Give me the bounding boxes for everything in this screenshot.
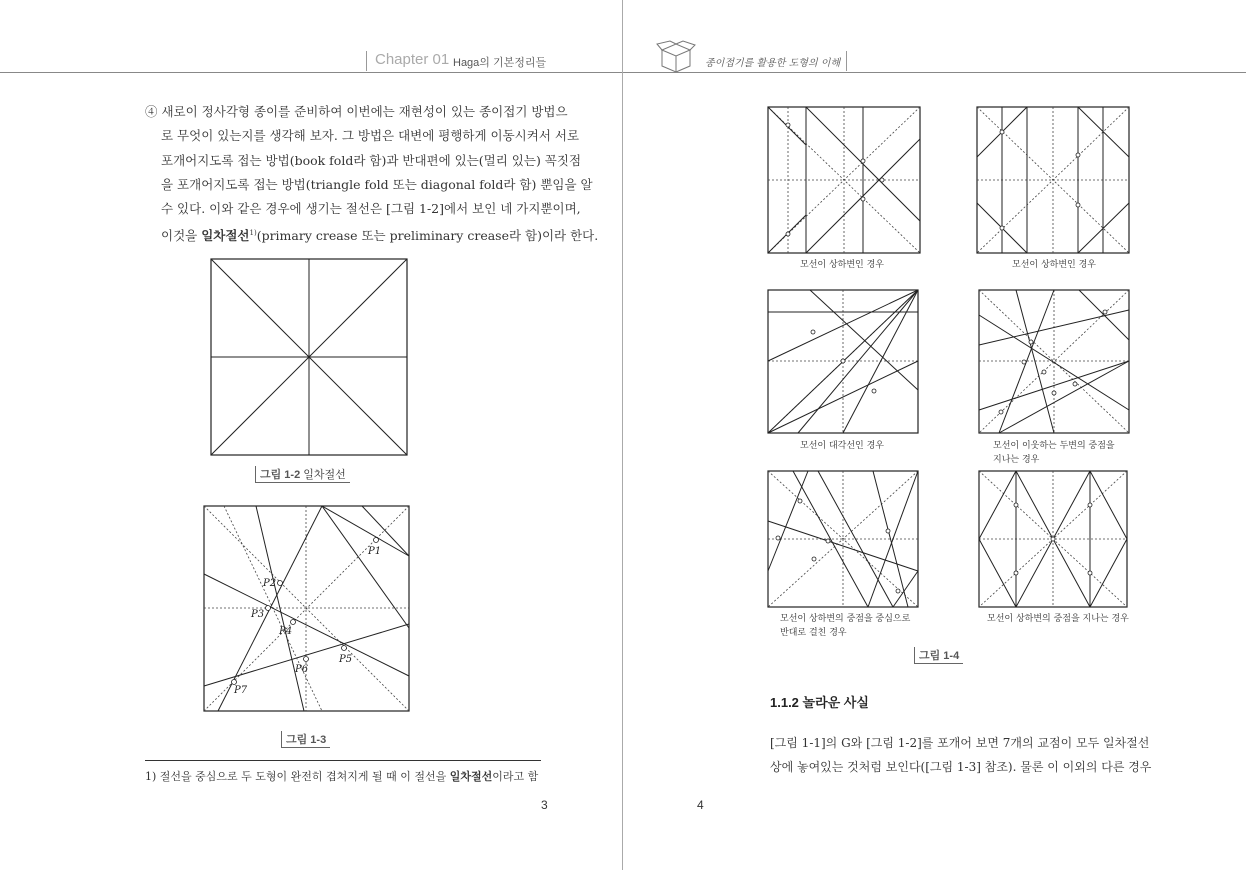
intro-paragraph: [145, 100, 599, 249]
point-label: P4: [279, 626, 293, 637]
fig4-panel-4: [979, 290, 1129, 433]
fig4-panel-3: [768, 290, 918, 433]
point-label: P6: [295, 664, 309, 675]
paragraph-line: 포개어지도록 접는 방법(book fold라 함)과 반대편에 있는(멀리 있는) 꼭짓점: [161, 152, 582, 168]
paragraph-line: 이것을 일차절선$^{1)}$(primary crease 또는 preliminary crease라 함)이라 한다.: [161, 228, 599, 244]
chapter-label: Chapter 01: [375, 51, 450, 68]
page-number-right: 4: [697, 798, 704, 812]
paragraph-line: 로 무엇이 있는지를 생각해 보자. 그 방법은 대변에 평행하게 이동시켜서 서로: [161, 128, 580, 144]
fig4-panel-5: [768, 471, 918, 607]
fig4-caption-2: 모선이 상하변인 경우: [1012, 260, 1096, 270]
box-logo-icon: [656, 40, 696, 74]
fig4-caption-4: 모선이 이웃하는 두변의 중점을 지나는 경우: [993, 441, 1115, 465]
header-divider: [366, 51, 367, 71]
page-number-left: 3: [541, 798, 548, 812]
fig4-caption-5: 모선이 상하변의 중점을 중심으로 반대로 걸친 경우: [780, 614, 911, 638]
fig4-caption-1: 모선이 상하변인 경우: [800, 260, 884, 270]
header-rule: [0, 72, 1246, 73]
paragraph-line: ④ 새로이 정사각형 종이를 준비하여 이번에는 재현성이 있는 종이접기 방법으: [145, 104, 568, 119]
point-label: P5: [339, 654, 353, 665]
paragraph-line: 상에 놓여있는 것처럼 보인다([그림 1-3] 참조). 물론 이 이외의 다른 경우: [770, 760, 1152, 774]
point-label: P2: [263, 578, 277, 589]
point-label: P7: [234, 685, 248, 696]
fig4-panel-2: [977, 107, 1129, 253]
fig4-caption-3: 모선이 대각선인 경우: [800, 441, 884, 451]
point-label: P1: [368, 546, 382, 557]
point-label: P3: [251, 609, 265, 620]
figure-1-4-caption: 그림 1-4: [914, 647, 963, 664]
header-divider: [846, 51, 847, 71]
figure-1-2: [211, 259, 407, 455]
section-paragraph: [770, 731, 1170, 779]
page-spine: [622, 0, 623, 870]
fig4-caption-6: 모선이 상하변의 중점을 지나는 경우: [987, 614, 1129, 624]
footnote: 1) 절선을 중심으로 두 도형이 완전히 겹쳐지게 될 때 이 절선을 일차절선이라고 함: [145, 770, 539, 783]
paragraph-line: 수 있다. 이와 같은 경우에 생기는 절선은 [그림 1-2]에서 보인 네 가지뿐이며,: [161, 201, 581, 217]
paragraph-line: 을 포개어지도록 접는 방법(triangle fold 또는 diagonal fold라 함) 뿐임을 알: [161, 176, 593, 192]
primary-crease-term: 일차절선: [201, 228, 250, 244]
figure-1-3: [204, 506, 409, 711]
figure-1-2-caption: 그림 1-2 일차절선: [255, 466, 350, 483]
figure-1-3-caption: 그림 1-3: [281, 731, 330, 748]
paragraph-line: [그림 1-1]의 G와 [그림 1-2]를 포개어 보면 7개의 교점이 모두 일차절선: [770, 736, 1150, 750]
book-title: 종이접기를 활용한 도형의 이해: [705, 58, 841, 69]
fig4-panel-6: [979, 471, 1127, 607]
footnote-rule: [145, 760, 541, 761]
section-title: 1.1.2 놀라운 사실: [770, 695, 869, 710]
fig4-panel-1: [768, 107, 920, 253]
chapter-subtitle: Haga의 기본정리들: [453, 57, 547, 69]
